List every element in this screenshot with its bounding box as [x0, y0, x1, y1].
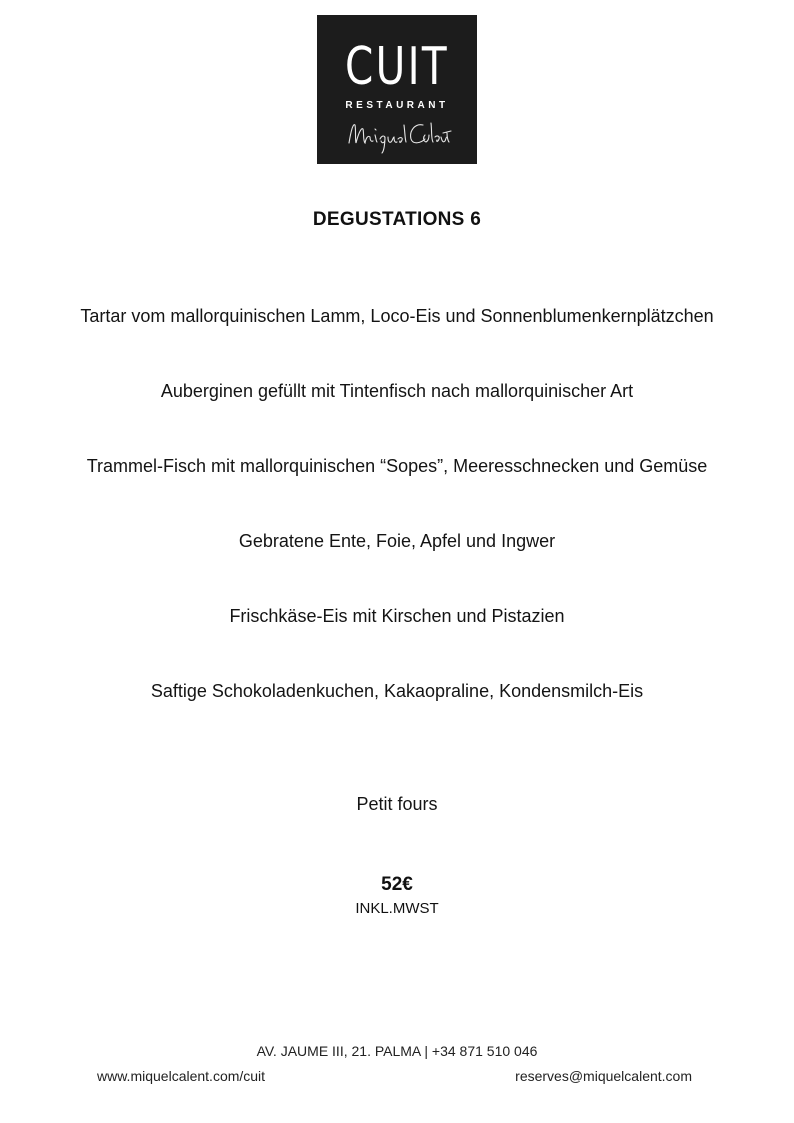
tax-note: INKL.MWST	[355, 900, 439, 917]
logo-name: CUIT	[344, 37, 450, 97]
dish-2: Auberginen gefüllt mit Tintenfisch nach mallorquinischer Art	[160, 381, 634, 401]
footer-address: AV. JAUME III, 21. PALMA | +34 871 510 046	[256, 1043, 538, 1059]
menu-title: DEGUSTATIONS 6	[312, 209, 482, 230]
dish-5: Frischkäse-Eis mit Kirschen und Pistazien	[229, 606, 565, 626]
logo-subtitle: RESTAURANT	[345, 100, 449, 111]
email-link[interactable]: reserves@miquelcalent.com	[515, 1068, 692, 1084]
petit-fours: Petit fours	[356, 794, 438, 814]
dish-1: Tartar vom mallorquinischen Lamm, Loco-Eis und Sonnenblumenkernplätzchen	[80, 306, 714, 326]
dish-6: Saftige Schokoladenkuchen, Kakaopraline, Kondensmilch-Eis	[150, 681, 644, 701]
restaurant-logo	[317, 15, 477, 164]
signature-icon	[343, 113, 453, 155]
menu-price: 52€	[381, 874, 413, 895]
website-link[interactable]: www.miquelcalent.com/cuit	[97, 1068, 266, 1084]
dish-4: Gebratene Ente, Foie, Apfel und Ingwer	[238, 531, 556, 551]
dish-3: Trammel-Fisch mit mallorquinischen “Sopes”, Meeresschnecken und Gemüse	[86, 456, 708, 476]
